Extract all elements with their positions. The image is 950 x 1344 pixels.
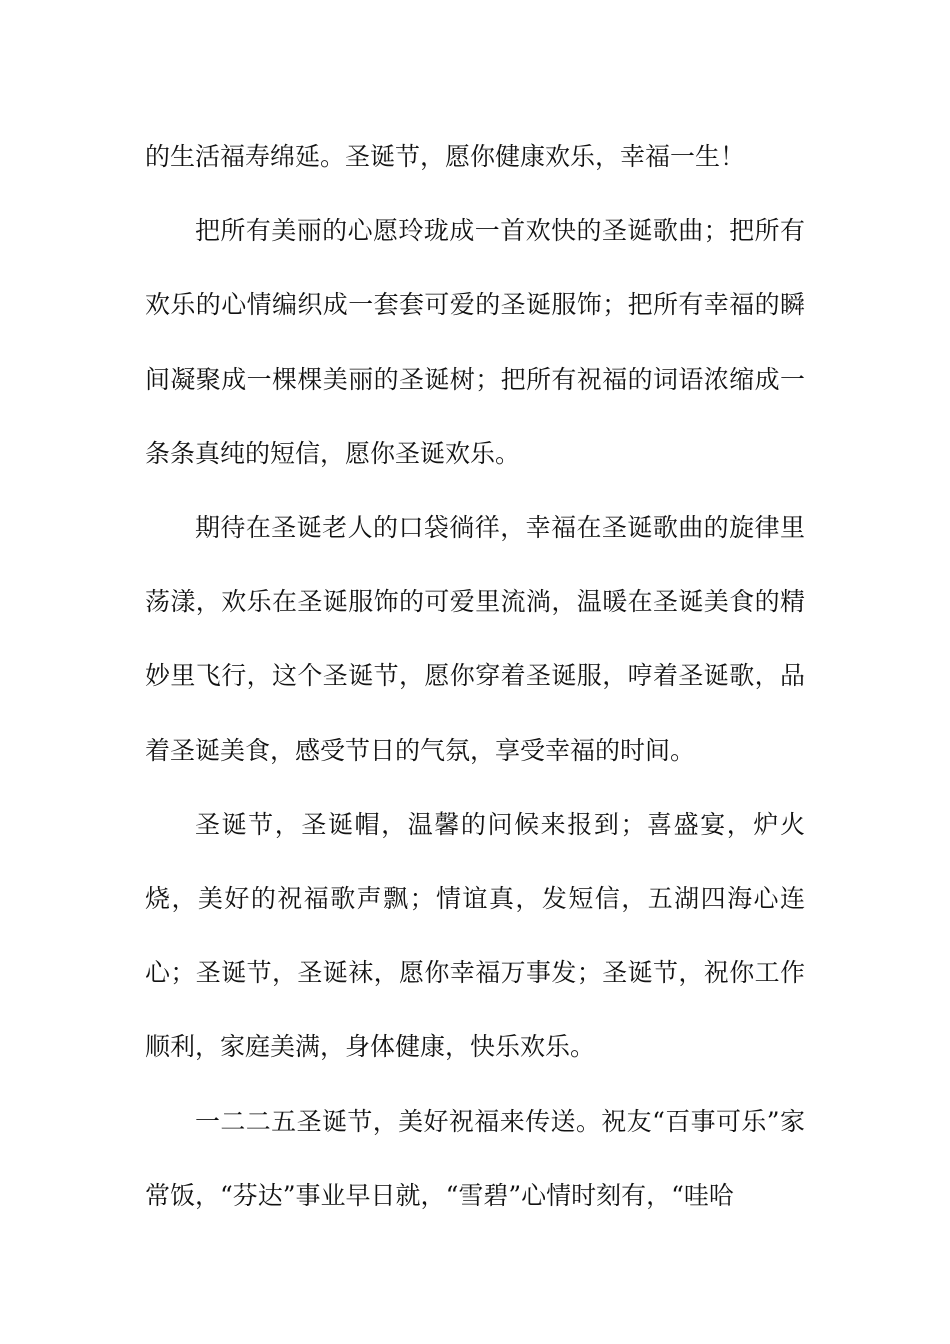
paragraph-5: 一二二五圣诞节，美好祝福来传送。祝友“百事可乐”家常饭，“芬达”事业早日就，“雪碧”心情时刻有，“哇哈 — [145, 1106, 805, 1210]
paragraph-4: 圣诞节，圣诞帽，温馨的问候来报到；喜盛宴，炉火烧，美好的祝福歌声飘；情谊真，发短信，五湖四海心连心；圣诞节，圣诞袜，愿你幸福万事发；圣诞节，祝你工作顺利，家庭美满，身体健康，快乐欢乐。 — [145, 809, 805, 1062]
paragraph-3: 期待在圣诞老人的口袋徜徉，幸福在圣诞歌曲的旋律里荡漾，欢乐在圣诞服饰的可爱里流淌，温暖在圣诞美食的精妙里飞行，这个圣诞节，愿你穿着圣诞服，哼着圣诞歌，品着圣诞美食，感受节日的气氛，享受幸福的时间。 — [145, 513, 805, 765]
document-body — [145, 120, 805, 1233]
paragraph-2: 把所有美丽的心愿玲珑成一首欢快的圣诞歌曲；把所有欢乐的心情编织成一套套可爱的圣诞服饰；把所有幸福的瞬间凝聚成一棵棵美丽的圣诞树；把所有祝福的词语浓缩成一条条真纯的短信，愿你圣诞欢乐。 — [145, 216, 805, 468]
paragraph-1: 的生活福寿绵延。圣诞节，愿你健康欢乐，幸福一生！ — [145, 142, 746, 171]
